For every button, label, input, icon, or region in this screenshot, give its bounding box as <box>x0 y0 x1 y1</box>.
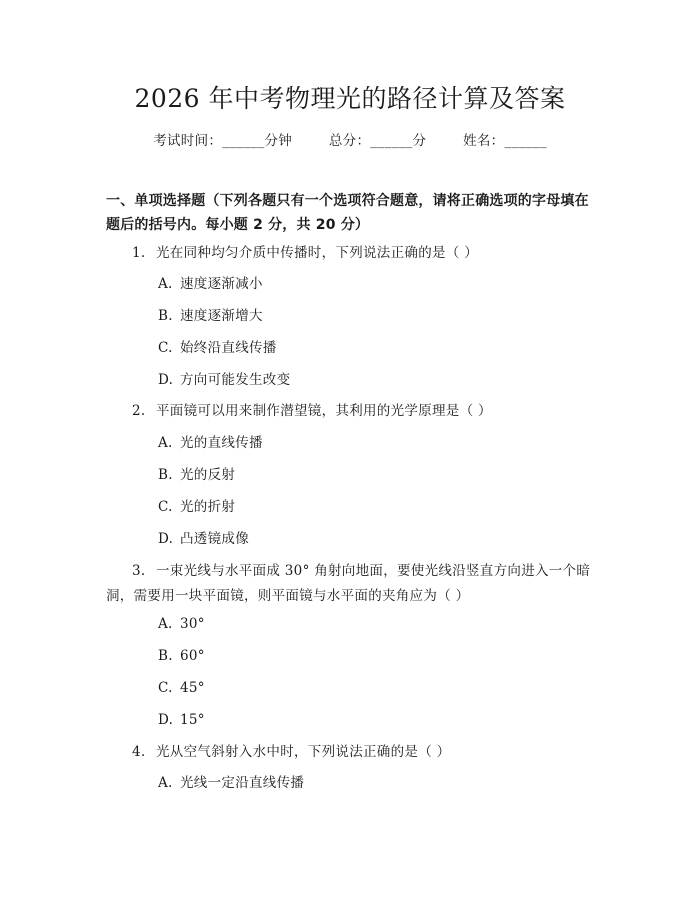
question-2 <box>106 399 596 424</box>
option-letter: A. <box>158 616 173 632</box>
option-text: 始终沿直线传播 <box>180 340 277 356</box>
option-letter: D. <box>158 712 174 728</box>
option-letter: A. <box>158 775 173 791</box>
option-text: 速度逐渐减小 <box>180 276 263 292</box>
option-letter: B. <box>158 308 173 324</box>
question-number: 2. <box>132 403 146 419</box>
option-text: 光线一定沿直线传播 <box>180 775 305 791</box>
option-letter: D. <box>158 531 174 547</box>
student-name-field: 姓名：______ <box>463 133 547 149</box>
option-letter: B. <box>158 648 173 664</box>
option-letter: A. <box>158 276 173 292</box>
option-text: 方向可能发生改变 <box>180 372 291 388</box>
option-letter: C. <box>158 680 173 696</box>
option-text: 光的反射 <box>180 467 236 483</box>
question-stem: 一束光线与水平面成 30° 角射向地面，要使光线沿竖直方向进入一个暗洞，需要用一块平面镜，则平面镜与水平面的夹角应为（ ） <box>106 563 591 604</box>
question-1 <box>106 241 596 266</box>
question-2-option-a <box>158 432 263 454</box>
option-text: 光的直线传播 <box>180 435 263 451</box>
option-text: 15° <box>180 712 205 728</box>
question-3-option-d <box>158 709 205 731</box>
question-2-option-b <box>158 464 235 486</box>
question-stem: 光从空气斜射入水中时，下列说法正确的是（ ） <box>156 744 451 760</box>
option-text: 凸透镜成像 <box>180 531 249 547</box>
option-text: 光的折射 <box>180 499 236 515</box>
option-text: 45° <box>180 680 205 696</box>
question-2-option-c <box>158 496 235 518</box>
question-3 <box>106 559 596 609</box>
question-3-option-a <box>158 613 205 635</box>
question-1-option-c <box>158 337 277 359</box>
exam-time-field: 考试时间：______分钟 <box>153 133 293 149</box>
question-3-option-b <box>158 645 205 667</box>
question-1-option-a <box>158 273 263 295</box>
total-score-field: 总分：______分 <box>328 133 427 149</box>
question-1-option-b <box>158 305 263 327</box>
option-text: 速度逐渐增大 <box>180 308 263 324</box>
option-letter: C. <box>158 499 173 515</box>
option-letter: A. <box>158 435 173 451</box>
option-letter: B. <box>158 467 173 483</box>
option-text: 30° <box>180 616 205 632</box>
question-1-option-d <box>158 369 290 391</box>
question-4-option-a <box>158 772 304 794</box>
question-stem: 光在同种均匀介质中传播时，下列说法正确的是（ ） <box>156 245 478 261</box>
option-text: 60° <box>180 648 205 664</box>
question-4 <box>106 740 596 765</box>
option-letter: C. <box>158 340 173 356</box>
question-number: 4. <box>132 744 146 760</box>
exam-info-line <box>0 130 700 152</box>
option-letter: D. <box>158 372 174 388</box>
question-2-option-d <box>158 528 249 550</box>
question-3-option-c <box>158 677 205 699</box>
question-number: 1. <box>132 245 146 261</box>
question-stem: 平面镜可以用来制作潜望镜，其利用的光学原理是（ ） <box>156 403 492 419</box>
question-number: 3. <box>132 563 146 579</box>
page-title: 2026 年中考物理光的路径计算及答案 <box>134 84 566 113</box>
section-heading: 一、单项选择题（下列各题只有一个选项符合题意，请将正确选项的字母填在题后的括号内。每小题 2 分，共 20 分） <box>106 193 589 233</box>
